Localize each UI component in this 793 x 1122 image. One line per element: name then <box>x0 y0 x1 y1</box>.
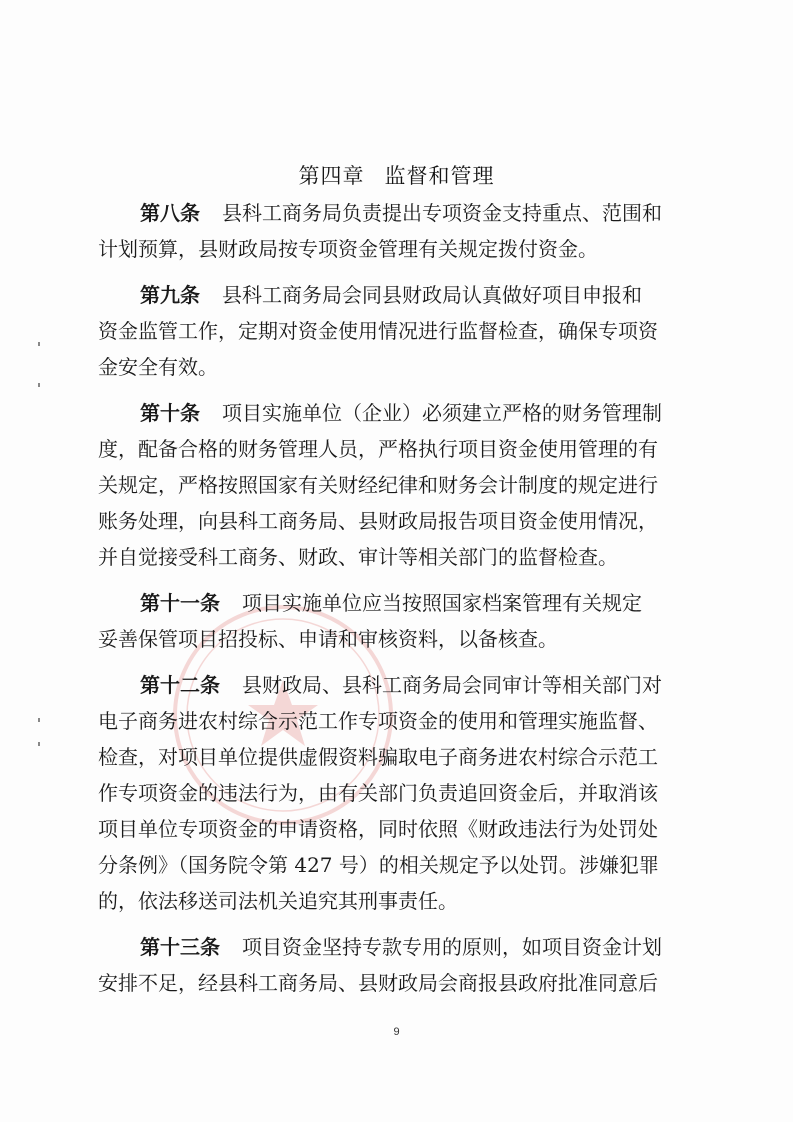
chapter-title: 监督和管理 <box>384 164 495 188</box>
article-label: 第十一条 <box>140 591 220 615</box>
page-number: 9 <box>393 1026 400 1038</box>
article-text-line: 金安全有效。 <box>98 355 218 379</box>
article-first-line <box>98 277 698 313</box>
article-text-line: 检查，对项目单位提供虚假资料骗取电子商务进农村综合示范工 <box>98 745 658 769</box>
article <box>98 195 698 267</box>
article-text-line: 资金监管工作，定期对资金使用情况进行监督检查，确保专项资 <box>98 319 658 343</box>
scan-mark <box>38 342 40 346</box>
article <box>98 667 698 919</box>
article-label: 第十二条 <box>140 673 220 697</box>
article-text-line: 计划预算，县财政局按专项资金管理有关规定拨付资金。 <box>98 237 598 261</box>
article-text-line: 账务处理，向县科工商务局、县财政局报告项目资金使用情况， <box>98 509 658 533</box>
article-text-line: 分条例》（国务院令第 427 号）的相关规定予以处罚。涉嫌犯罪 <box>98 853 659 877</box>
article-text-line: 项目实施单位（企业）必须建立严格的财务管理制 <box>222 401 662 425</box>
article-text-line: 度，配备合格的财务管理人员，严格执行项目资金使用管理的有 <box>98 437 658 461</box>
article-text-line: 县科工商务局负责提出专项资金支持重点、范围和 <box>222 201 662 225</box>
article-label: 第十条 <box>140 401 200 425</box>
article <box>98 585 698 657</box>
scan-mark <box>38 718 40 722</box>
article-text-line: 的，依法移送司法机关追究其刑事责任。 <box>98 889 458 913</box>
article-text-line: 县财政局、县科工商务局会同审计等相关部门对 <box>242 673 662 697</box>
article-text-line: 电子商务进农村综合示范工作专项资金的使用和管理实施监督、 <box>98 709 658 733</box>
article-text-line: 妥善保管项目招投标、申请和审核资料，以备核查。 <box>98 627 558 651</box>
article-text-line: 并自觉接受科工商务、财政、审计等相关部门的监督检查。 <box>98 545 618 569</box>
article-text-line: 项目单位专项资金的申请资格，同时依照《财政违法行为处罚处 <box>98 817 658 841</box>
article-label: 第十三条 <box>140 935 220 959</box>
article-text-line: 作专项资金的违法行为，由有关部门负责追回资金后，并取消该 <box>98 781 658 805</box>
article-text-line: 县科工商务局会同县财政局认真做好项目申报和 <box>222 283 642 307</box>
article <box>98 929 698 1001</box>
article-text-line: 项目资金坚持专款专用的原则，如项目资金计划 <box>242 935 662 959</box>
article-text-line: 关规定，严格按照国家有关财经纪律和财务会计制度的规定进行 <box>98 473 658 497</box>
scan-mark <box>38 383 40 387</box>
article-label: 第九条 <box>140 283 200 307</box>
chapter-heading <box>0 160 793 190</box>
article-text-line: 安排不足，经县科工商务局、县财政局会商报县政府批准同意后 <box>98 971 658 995</box>
article <box>98 395 698 575</box>
article-first-line <box>98 195 698 231</box>
article-first-line <box>98 585 698 621</box>
article-first-line <box>98 667 698 703</box>
article-text-line: 项目实施单位应当按照国家档案管理有关规定 <box>242 591 642 615</box>
article <box>98 277 698 385</box>
article-body <box>98 195 698 1001</box>
article-first-line <box>98 929 698 965</box>
scan-mark <box>38 742 40 746</box>
article-label: 第八条 <box>140 201 200 225</box>
chapter-number: 第四章 <box>298 164 365 188</box>
article-first-line <box>98 395 698 431</box>
